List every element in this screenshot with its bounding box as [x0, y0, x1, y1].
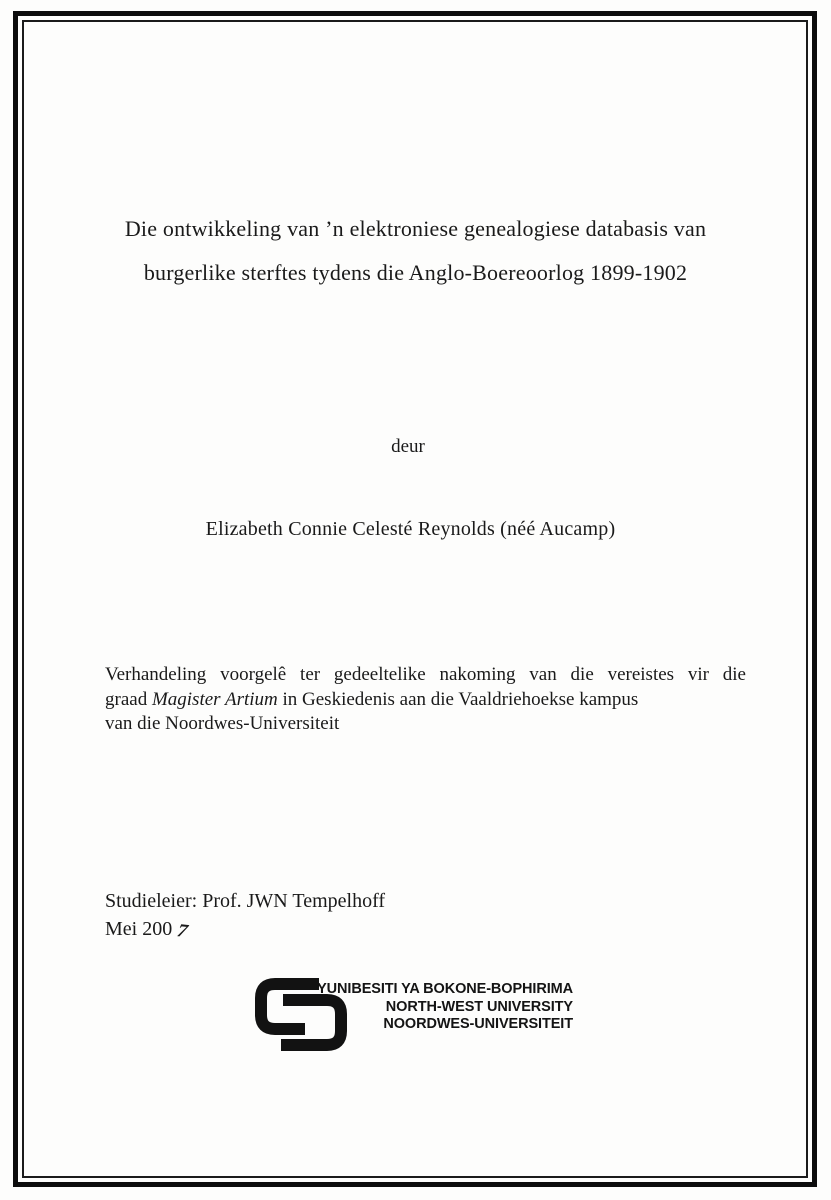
nwu-logo [255, 977, 585, 1057]
logo-text-setswana: YUNIBESITI YA BOKONE-BOPHIRIMA [317, 981, 573, 997]
thesis-title-line-2: burgerlike sterftes tydens die Anglo-Boereoorlog 1899-1902 [143, 260, 688, 285]
date-prefix: Mei 200 [105, 918, 173, 940]
statement-line-3: van die Noordwes-Universiteit [105, 713, 340, 734]
nwu-logo-text [317, 981, 573, 1034]
thesis-statement [105, 663, 746, 737]
statement-line-1: Verhandeling voorgelê ter gedeeltelike nakoming van die vereistes vir die [105, 664, 746, 685]
statement-line-2 [105, 688, 746, 713]
thesis-title-line-1: Die ontwikkeling van ’n elektroniese genealogiese databasis van [124, 216, 707, 241]
logo-text-afrikaans: NOORDWES-UNIVERSITEIT [383, 1016, 573, 1032]
statement-line-2-suffix: in Geskiedenis aan die Vaaldriehoekse kampus [277, 688, 639, 710]
statement-degree-name: Magister Artium [151, 688, 278, 710]
author-name: Elizabeth Connie Celesté Reynolds (néé Aucamp) [205, 518, 616, 540]
supervisor-line: Studieleier: Prof. JWN Tempelhoff [105, 890, 386, 912]
date-digit: 7 [173, 920, 192, 942]
supervisor-block [105, 887, 385, 943]
logo-text-english: NORTH-WEST UNIVERSITY [385, 998, 573, 1015]
statement-line-2-prefix: graad [105, 688, 152, 710]
thesis-title [55, 207, 776, 295]
byline-deur: deur [391, 436, 425, 457]
date-line [105, 915, 385, 943]
